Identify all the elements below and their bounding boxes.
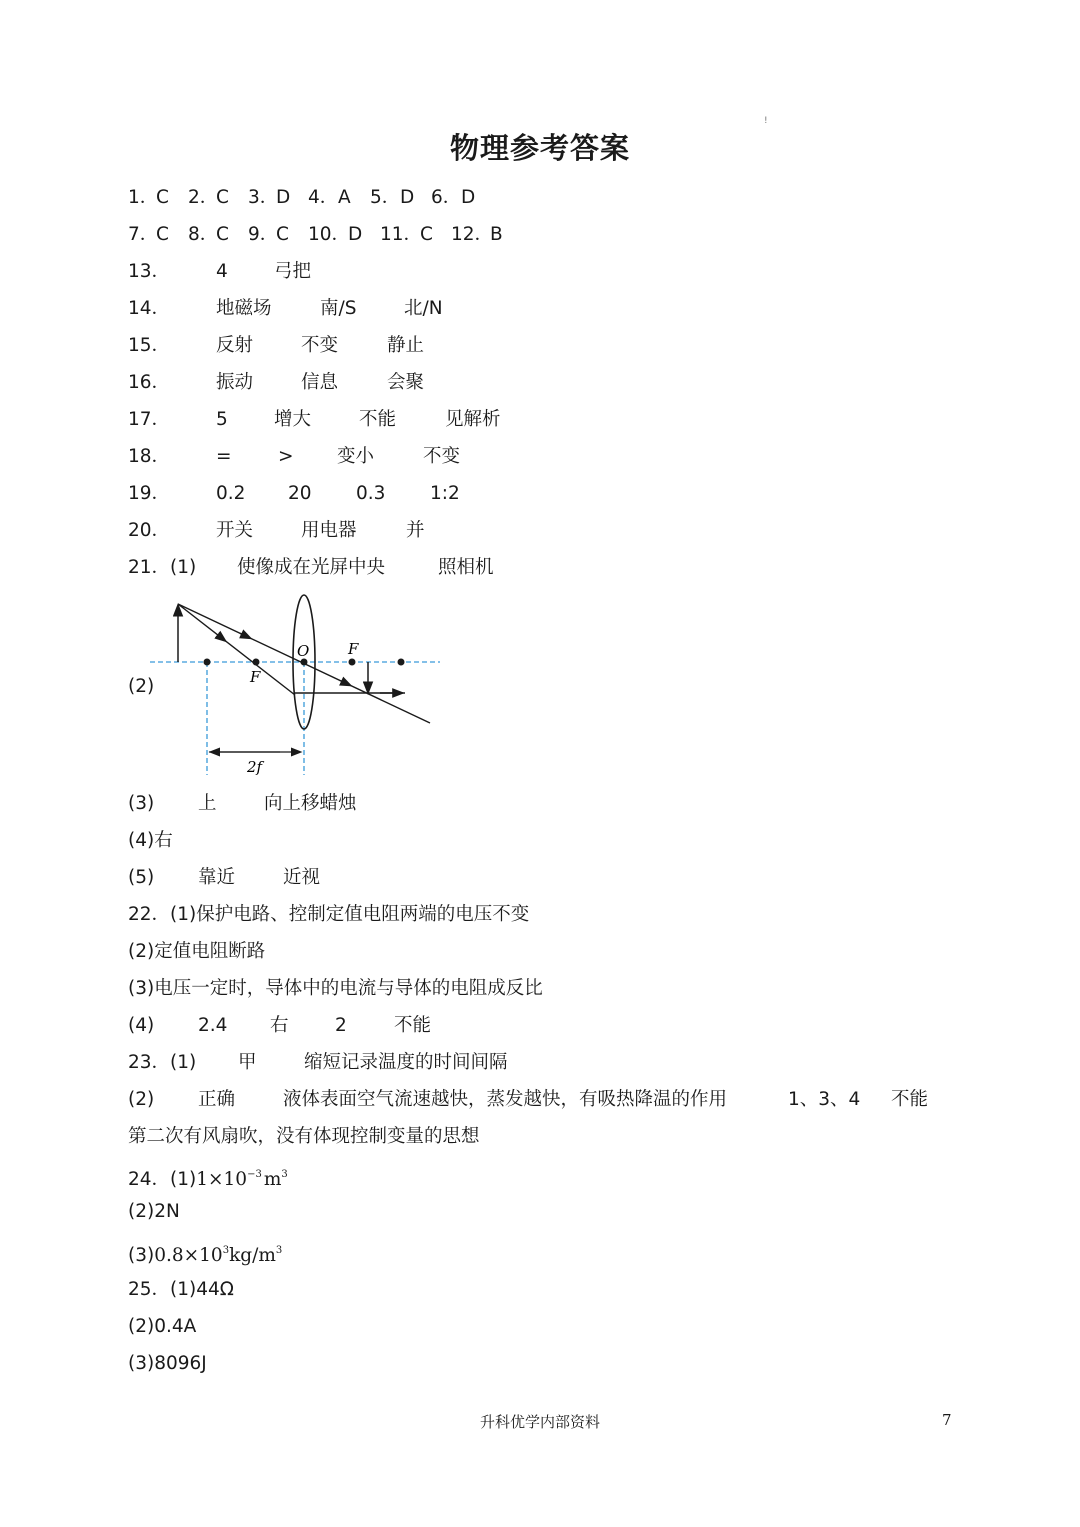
mc-answer: C [216, 187, 229, 208]
mc-num: 12． [451, 224, 494, 245]
answer-blank: 开关 [216, 520, 254, 541]
answer-blank: 不变 [423, 446, 461, 467]
ray-arrowhead [340, 681, 350, 686]
answer-blank: 照相机 [438, 557, 494, 578]
mc-num: 3． [248, 187, 279, 208]
answer-blank: 向上移蜡烛 [264, 793, 357, 814]
mc-num: 7． [128, 224, 159, 245]
point-focus-right [349, 659, 356, 666]
question-number: 17． [128, 409, 171, 430]
answer-blank: 增大 [274, 409, 312, 430]
answer-blank: 变小 [337, 446, 375, 467]
answer-blank: 1、3、4 [788, 1089, 861, 1110]
answer-blank: 不能 [359, 409, 397, 430]
mc-num: 9． [248, 224, 279, 245]
mc-num: 11． [380, 224, 423, 245]
mc-num: 5． [370, 187, 401, 208]
answer-blank: 不能 [394, 1015, 432, 1036]
answer-blank: 0.2 [216, 483, 246, 504]
formula-base: 1×10 [196, 1169, 248, 1190]
question-number: 16． [128, 372, 171, 393]
page-footer: 升科优学内部资料 [479, 1413, 600, 1431]
answer-text: 22．(1)保护电路、控制定值电阻两端的电压不变 [128, 904, 530, 925]
answer-text: 第二次有风扇吹，没有体现控制变量的思想 [128, 1126, 480, 1147]
mc-answer: A [338, 187, 351, 208]
mc-answer: B [490, 224, 503, 245]
question-number: 18． [128, 446, 171, 467]
answer-blank: 用电器 [301, 520, 357, 541]
point-2f-left [204, 659, 211, 666]
page-number: 7 [942, 1411, 952, 1429]
question-number: 21．(1) [128, 557, 197, 578]
part-label: (2) [128, 676, 155, 697]
answer-blank: 弓把 [274, 261, 312, 282]
formula-unit: m [263, 1169, 282, 1190]
part-label: (2) [128, 1089, 155, 1110]
ray-through-focus [178, 604, 295, 695]
answer-blank: 振动 [216, 372, 254, 393]
answer-blank: 静止 [387, 335, 425, 356]
answer-blank: 使像成在光屏中央 [237, 557, 386, 578]
formula-base: 0.8×10 [154, 1245, 223, 1266]
formula-unit: kg/m [229, 1245, 276, 1266]
mc-num: 2． [188, 187, 219, 208]
answer-blank: 不变 [301, 335, 339, 356]
part-label: (4) [128, 1015, 155, 1036]
formula-unit-exponent: 3 [275, 1245, 283, 1256]
answer-blank: 缩短记录温度的时间间隔 [304, 1052, 508, 1073]
answer-text: (3)电压一定时，导体中的电流与导体的电阻成反比 [128, 978, 543, 999]
question-number: 23．(1) [128, 1052, 197, 1073]
stray-mark: ! [764, 116, 768, 126]
question-number: 14． [128, 298, 171, 319]
answer-blank: 1:2 [430, 483, 460, 504]
answer-formula [128, 1238, 282, 1269]
label-2f: 2f [247, 758, 263, 776]
formula-exponent: −3 [247, 1169, 262, 1180]
answer-blank: 上 [198, 793, 217, 814]
mc-num: 6． [431, 187, 462, 208]
answer-text: (3)8096J [128, 1353, 207, 1374]
answer-text: (4)右 [128, 830, 173, 851]
answer-blank: 右 [270, 1015, 289, 1036]
question-number: 24．(1) [128, 1169, 197, 1190]
answer-blank: 近视 [283, 867, 321, 888]
mc-answer: C [420, 224, 433, 245]
lens-ray-diagram [140, 590, 440, 780]
question-number: 13． [128, 261, 171, 282]
mc-answer: C [156, 187, 169, 208]
answer-blank: 并 [406, 520, 425, 541]
answer-blank: 4 [216, 261, 228, 282]
answer-text: (2)2N [128, 1201, 180, 1222]
answer-blank: 地磁场 [216, 298, 272, 319]
mc-answer: C [156, 224, 169, 245]
mc-answer: D [276, 187, 291, 208]
ray-arrowhead [240, 633, 250, 638]
answer-blank: 2 [335, 1015, 347, 1036]
label-f-right: F [348, 640, 359, 658]
mc-answer: D [461, 187, 476, 208]
answer-blank: 信息 [301, 372, 339, 393]
mc-num: 4． [308, 187, 339, 208]
answer-blank: 正确 [198, 1089, 236, 1110]
answer-blank: 见解析 [445, 409, 501, 430]
part-label: (3) [128, 793, 155, 814]
question-number: 19． [128, 483, 171, 504]
answer-blank: 靠近 [198, 867, 236, 888]
page-title: 物理参考答案 [449, 131, 630, 165]
answer-blank: 5 [216, 409, 228, 430]
mc-answer: D [400, 187, 415, 208]
answer-formula [128, 1162, 288, 1193]
answer-blank: 0.3 [356, 483, 386, 504]
label-o: O [297, 642, 310, 660]
answer-blank: = [216, 446, 232, 467]
answer-blank: 反射 [216, 335, 254, 356]
formula-unit-exponent: 3 [281, 1169, 288, 1180]
ray-arrowhead [220, 637, 225, 641]
label-f-left: F [250, 668, 261, 686]
answer-blank: 2.4 [198, 1015, 228, 1036]
mc-answer: C [276, 224, 289, 245]
part-label: (5) [128, 867, 155, 888]
formula-exponent: 3 [222, 1245, 230, 1256]
mc-num: 10． [308, 224, 351, 245]
mc-answer: C [216, 224, 229, 245]
mc-answer: D [348, 224, 363, 245]
answer-blank: 南/S [320, 298, 357, 319]
mc-num: 8． [188, 224, 219, 245]
answer-blank: 20 [288, 483, 312, 504]
part-label: (3) [128, 1245, 155, 1266]
answer-text: (2)0.4A [128, 1316, 197, 1337]
answer-text: (2)定值电阻断路 [128, 941, 266, 962]
answer-blank: > [278, 446, 294, 467]
answer-blank: 液体表面空气流速越快，蒸发越快，有吸热降温的作用 [283, 1089, 728, 1110]
question-number: 15． [128, 335, 171, 356]
answer-text: 25．(1)44Ω [128, 1279, 234, 1300]
answer-blank: 北/N [404, 298, 443, 319]
answer-blank: 甲 [238, 1052, 257, 1073]
answer-blank: 不能 [891, 1089, 929, 1110]
point-focus-left [253, 659, 260, 666]
question-number: 20． [128, 520, 171, 541]
answer-blank: 会聚 [387, 372, 425, 393]
mc-num: 1． [128, 187, 159, 208]
point-2f-right [398, 659, 405, 666]
